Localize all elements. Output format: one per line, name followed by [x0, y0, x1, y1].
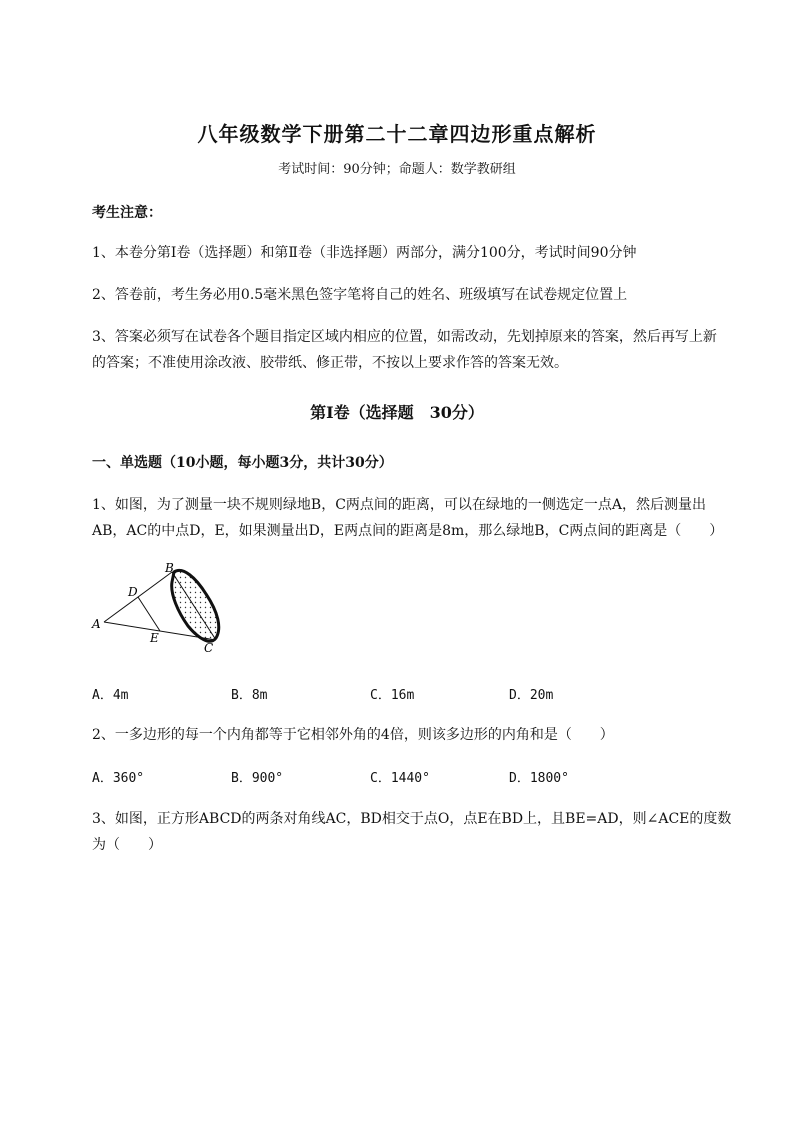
option-a[interactable]: A．4m — [92, 688, 129, 703]
question-1-options — [92, 684, 648, 703]
question-2-options — [92, 767, 648, 786]
option-d[interactable]: D．20m — [509, 688, 554, 703]
green-area-shape — [172, 570, 219, 641]
option-b[interactable]: B．900° — [231, 771, 284, 786]
question-3-line-1: 3、如图，正方形ABCD的两条对角线AC，BD相交于点O，点E在BD上，且BE=AD，则∠ACE的度数 — [92, 811, 732, 827]
option-a[interactable]: A．360° — [92, 771, 145, 786]
notice-heading: 考生注意： — [92, 205, 162, 221]
option-d[interactable]: D．1800° — [509, 771, 569, 786]
figure-label-e: E — [150, 631, 159, 645]
part-heading: 一、单选题（10小题，每小题3分，共计30分） — [92, 455, 393, 471]
page-title: 八年级数学下册第二十二章四边形重点解析 — [197, 122, 597, 146]
option-c[interactable]: C．1440° — [370, 771, 430, 786]
question-1-figure — [88, 560, 238, 660]
question-3-line-2: 为（ ） — [92, 837, 162, 853]
figure-label-d: D — [128, 585, 138, 599]
option-c[interactable]: C．16m — [370, 688, 415, 703]
notice-item: 2、答卷前，考生务必用0.5毫米黑色签字笔将自己的姓名、班级填写在试卷规定位置上 — [92, 287, 628, 303]
figure-label-c: C — [204, 641, 214, 655]
figure-label-a: A — [92, 617, 101, 631]
notice-item: 1、本卷分第I卷（选择题）和第Ⅱ卷（非选择题）两部分，满分100分，考试时间90分钟 — [92, 245, 637, 261]
question-1-line-2: AB，AC的中点D，E，如果测量出D，E两点间的距离是8m，那么绿地B，C两点间的距离是（ ） — [92, 523, 724, 539]
notice-item-continued: 的答案；不准使用涂改液、胶带纸、修正带，不按以上要求作答的答案无效。 — [92, 355, 568, 371]
section-title: 第I卷（选择题 30分） — [310, 403, 484, 422]
figure-label-b: B — [165, 561, 174, 575]
question-1-line-1: 1、如图，为了测量一块不规则绿地B，C两点间的距离，可以在绿地的一侧选定一点A，然后测量出 — [92, 497, 707, 513]
option-b[interactable]: B．8m — [231, 688, 268, 703]
notice-item: 3、答案必须写在试卷各个题目指定区域内相应的位置，如需改动，先划掉原来的答案，然后再写上新 — [92, 329, 717, 345]
exam-info: 考试时间：90分钟；命题人：数学教研组 — [278, 162, 516, 177]
question-2-line-1: 2、一多边形的每一个内角都等于它相邻外角的4倍，则该多边形的内角和是（ ） — [92, 727, 614, 743]
segment-de — [138, 597, 160, 631]
